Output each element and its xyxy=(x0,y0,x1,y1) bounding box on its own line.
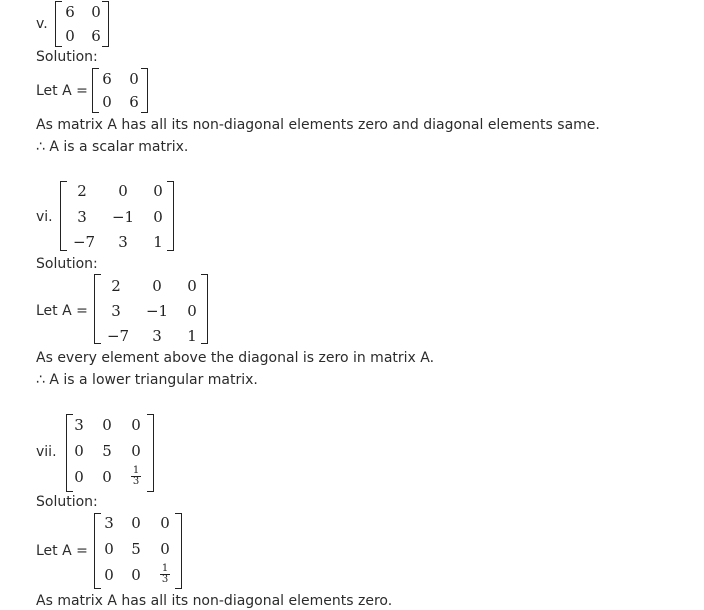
fraction-denominator: 3 xyxy=(132,476,140,487)
matrix-cell: 0 xyxy=(187,302,197,320)
item-vi-answer-matrix xyxy=(94,274,208,344)
matrix-cell: 0 xyxy=(74,442,84,460)
item-vii-label: vii. xyxy=(36,444,57,460)
item-v-question-matrix xyxy=(55,1,109,47)
fraction-numerator: 1 xyxy=(132,465,140,476)
matrix-cell: 3 xyxy=(77,208,87,226)
matrix-cell: 6 xyxy=(129,93,139,111)
matrix-cell: 0 xyxy=(65,27,75,45)
item-vi-let-label: Let A = xyxy=(36,303,88,319)
item-v-answer-matrix xyxy=(92,68,148,113)
item-vi-solution-label: Solution: xyxy=(36,256,98,272)
matrix-cell: 1 xyxy=(187,327,197,345)
fraction-numerator: 1 xyxy=(161,563,169,574)
matrix-cell: 0 xyxy=(160,540,170,558)
matrix-cell: 0 xyxy=(102,468,112,486)
matrix-cell: 3 xyxy=(74,416,84,434)
matrix-cell: 0 xyxy=(129,70,139,88)
matrix-cell: 3 xyxy=(111,302,121,320)
fraction-one-third xyxy=(159,564,171,585)
matrix-cell: 0 xyxy=(131,442,141,460)
item-vi-question-matrix xyxy=(60,181,174,251)
matrix-cell: 0 xyxy=(118,182,128,200)
matrix-cell: −7 xyxy=(106,327,130,345)
item-vi-conclusion: ∴ A is a lower triangular matrix. xyxy=(36,372,258,388)
matrix-cell: 6 xyxy=(91,27,101,45)
matrix-cell: −7 xyxy=(72,233,96,251)
item-vii-explanation: As matrix A has all its non-diagonal elements zero. xyxy=(36,593,393,609)
matrix-cell: 0 xyxy=(153,182,163,200)
matrix-cell: 0 xyxy=(74,468,84,486)
matrix-cell: 0 xyxy=(131,416,141,434)
matrix-cell: 1 xyxy=(153,233,163,251)
item-v-let-label: Let A = xyxy=(36,83,88,99)
matrix-cell: 0 xyxy=(91,3,101,21)
matrix-cell: 3 xyxy=(118,233,128,251)
matrix-cell: 0 xyxy=(152,277,162,295)
matrix-cell: 0 xyxy=(131,566,141,584)
matrix-cell: 2 xyxy=(111,277,121,295)
matrix-cell: 0 xyxy=(131,514,141,532)
item-v-conclusion: ∴ A is a scalar matrix. xyxy=(36,139,189,155)
matrix-cell: 6 xyxy=(65,3,75,21)
matrix-cell: 0 xyxy=(187,277,197,295)
item-vii-question-matrix xyxy=(66,414,154,492)
fraction-denominator: 3 xyxy=(161,574,169,585)
matrix-cell: 6 xyxy=(102,70,112,88)
matrix-cell: −1 xyxy=(111,208,135,226)
item-vii-let-label: Let A = xyxy=(36,543,88,559)
matrix-cell: 0 xyxy=(102,93,112,111)
matrix-cell: 0 xyxy=(102,416,112,434)
matrix-cell: 0 xyxy=(160,514,170,532)
matrix-cell: 3 xyxy=(104,514,114,532)
item-v-label: v. xyxy=(36,16,48,32)
item-v-explanation: As matrix A has all its non-diagonal elements zero and diagonal elements same. xyxy=(36,117,600,133)
item-vii-solution-label: Solution: xyxy=(36,494,98,510)
matrix-cell: 0 xyxy=(104,540,114,558)
matrix-cell: 5 xyxy=(131,540,141,558)
matrix-cell: −1 xyxy=(145,302,169,320)
matrix-cell: 2 xyxy=(77,182,87,200)
item-vi-explanation: As every element above the diagonal is zero in matrix A. xyxy=(36,350,435,366)
matrix-cell: 5 xyxy=(102,442,112,460)
item-vii-answer-matrix xyxy=(94,513,182,589)
matrix-cell: 3 xyxy=(152,327,162,345)
matrix-cell: 0 xyxy=(153,208,163,226)
fraction-one-third xyxy=(130,466,142,487)
item-v-solution-label: Solution: xyxy=(36,49,98,65)
matrix-cell: 0 xyxy=(104,566,114,584)
item-vi-label: vi. xyxy=(36,209,53,225)
